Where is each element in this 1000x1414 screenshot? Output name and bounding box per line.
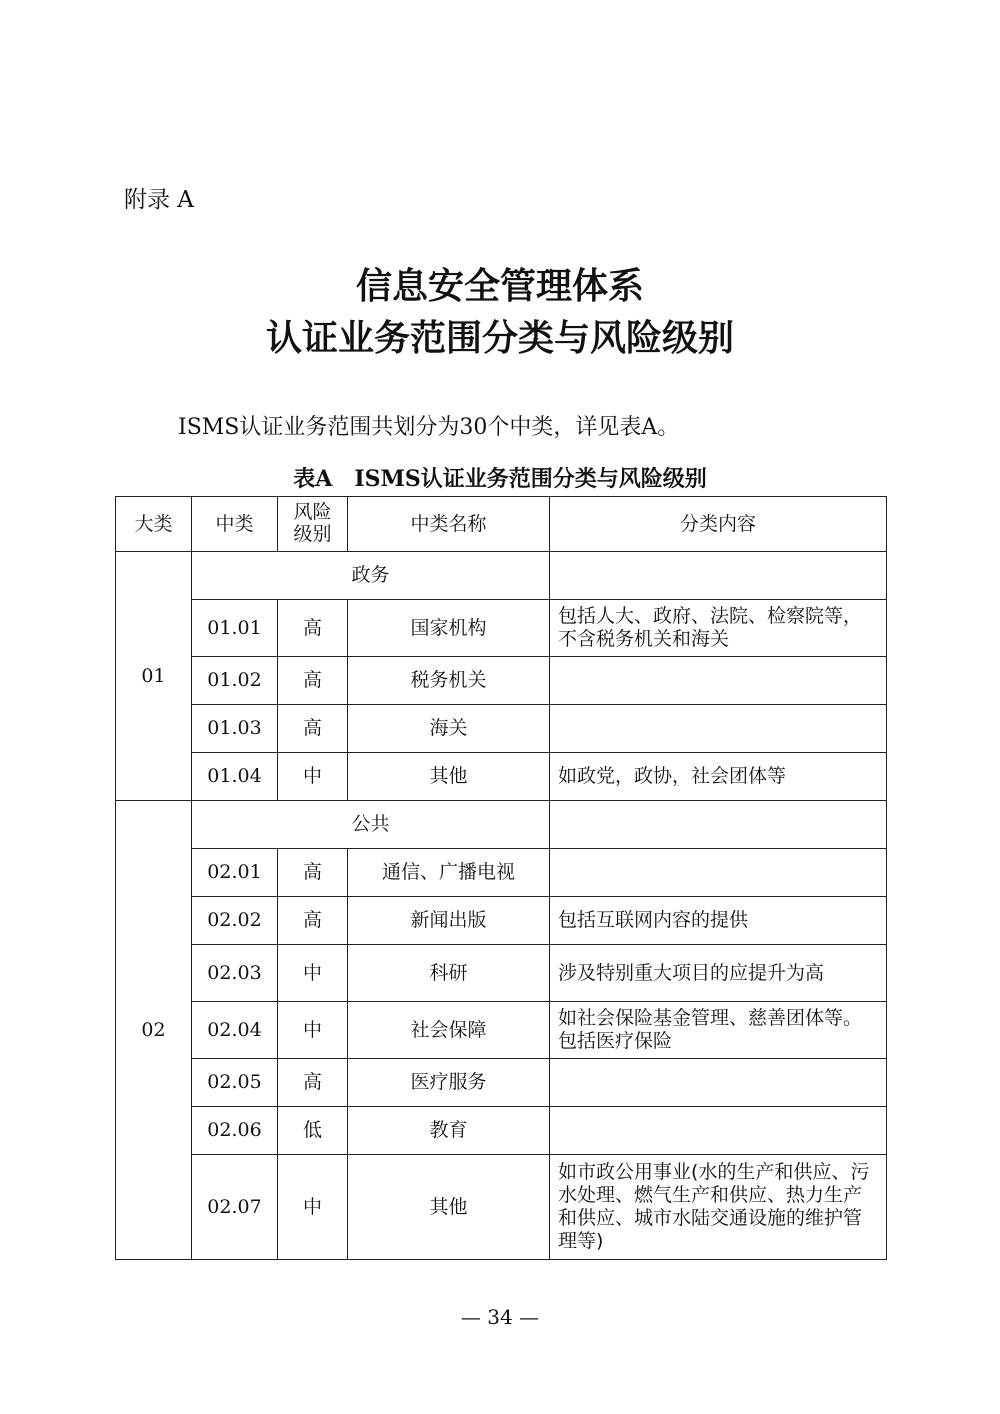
table-row bbox=[116, 849, 887, 897]
group-content bbox=[550, 801, 887, 849]
row-risk: 高 bbox=[278, 705, 348, 753]
row-code: 01.01 bbox=[192, 600, 278, 657]
row-risk: 高 bbox=[278, 1059, 348, 1107]
row-content bbox=[550, 1059, 887, 1107]
row-code: 02.06 bbox=[192, 1107, 278, 1155]
group-name: 政务 bbox=[192, 552, 550, 600]
title-line-2: 认证业务范围分类与风险级别 bbox=[265, 318, 734, 359]
row-risk: 中 bbox=[278, 1002, 348, 1059]
page-number: — 34 — bbox=[460, 1305, 540, 1329]
table-row bbox=[116, 897, 887, 945]
intro-paragraph: ISMS认证业务范围共划分为30个中类，详见表A。 bbox=[178, 415, 680, 440]
row-code: 01.03 bbox=[192, 705, 278, 753]
row-name: 医疗服务 bbox=[348, 1059, 550, 1107]
row-content: 如社会保险基金管理、慈善团体等。包括医疗保险 bbox=[550, 1002, 887, 1059]
row-code: 02.07 bbox=[192, 1155, 278, 1260]
row-content: 涉及特别重大项目的应提升为高 bbox=[550, 945, 887, 1002]
row-name: 新闻出版 bbox=[348, 897, 550, 945]
row-risk: 高 bbox=[278, 849, 348, 897]
row-content bbox=[550, 705, 887, 753]
table-row bbox=[116, 945, 887, 1002]
row-code: 02.01 bbox=[192, 849, 278, 897]
row-code: 02.03 bbox=[192, 945, 278, 1002]
row-content: 如市政公用事业(水的生产和供应、污水处理、燃气生产和供应、热力生产和供应、城市水陆交通设施的维护管理等) bbox=[550, 1155, 887, 1260]
table-row bbox=[116, 600, 887, 657]
row-name: 科研 bbox=[348, 945, 550, 1002]
row-name: 社会保障 bbox=[348, 1002, 550, 1059]
row-code: 02.02 bbox=[192, 897, 278, 945]
row-name: 教育 bbox=[348, 1107, 550, 1155]
group-code: 01 bbox=[116, 552, 192, 801]
row-name: 其他 bbox=[348, 753, 550, 801]
row-content bbox=[550, 849, 887, 897]
group-code: 02 bbox=[116, 801, 192, 1260]
appendix-label: 附录 A bbox=[124, 187, 194, 213]
row-name: 海关 bbox=[348, 705, 550, 753]
row-content bbox=[550, 1107, 887, 1155]
header-risk: 风险 级别 bbox=[278, 497, 348, 552]
row-name: 国家机构 bbox=[348, 600, 550, 657]
row-code: 02.05 bbox=[192, 1059, 278, 1107]
header-name: 中类名称 bbox=[348, 497, 550, 552]
scope-table bbox=[115, 496, 887, 1260]
row-risk: 高 bbox=[278, 897, 348, 945]
group-row bbox=[116, 801, 887, 849]
header-mid: 中类 bbox=[192, 497, 278, 552]
table-row bbox=[116, 1107, 887, 1155]
row-risk: 中 bbox=[278, 753, 348, 801]
row-risk: 低 bbox=[278, 1107, 348, 1155]
table-row bbox=[116, 1155, 887, 1260]
group-row bbox=[116, 552, 887, 600]
row-content bbox=[550, 657, 887, 705]
header-content: 分类内容 bbox=[550, 497, 887, 552]
row-content: 如政党，政协，社会团体等 bbox=[550, 753, 887, 801]
row-name: 其他 bbox=[348, 1155, 550, 1260]
row-risk: 中 bbox=[278, 1155, 348, 1260]
table-row bbox=[116, 705, 887, 753]
group-content bbox=[550, 552, 887, 600]
row-risk: 高 bbox=[278, 657, 348, 705]
row-content: 包括人大、政府、法院、检察院等，不含税务机关和海关 bbox=[550, 600, 887, 657]
table-caption: 表A ISMS认证业务范围分类与风险级别 bbox=[293, 466, 707, 492]
row-code: 01.04 bbox=[192, 753, 278, 801]
header-major: 大类 bbox=[116, 497, 192, 552]
table-row bbox=[116, 1002, 887, 1059]
row-risk: 高 bbox=[278, 600, 348, 657]
row-name: 税务机关 bbox=[348, 657, 550, 705]
group-name: 公共 bbox=[192, 801, 550, 849]
table-row bbox=[116, 1059, 887, 1107]
row-code: 02.04 bbox=[192, 1002, 278, 1059]
row-risk: 中 bbox=[278, 945, 348, 1002]
row-code: 01.02 bbox=[192, 657, 278, 705]
row-content: 包括互联网内容的提供 bbox=[550, 897, 887, 945]
row-name: 通信、广播电视 bbox=[348, 849, 550, 897]
table-row bbox=[116, 657, 887, 705]
table-header-row bbox=[116, 497, 887, 552]
title-line-1: 信息安全管理体系 bbox=[355, 266, 644, 307]
table-row bbox=[116, 753, 887, 801]
